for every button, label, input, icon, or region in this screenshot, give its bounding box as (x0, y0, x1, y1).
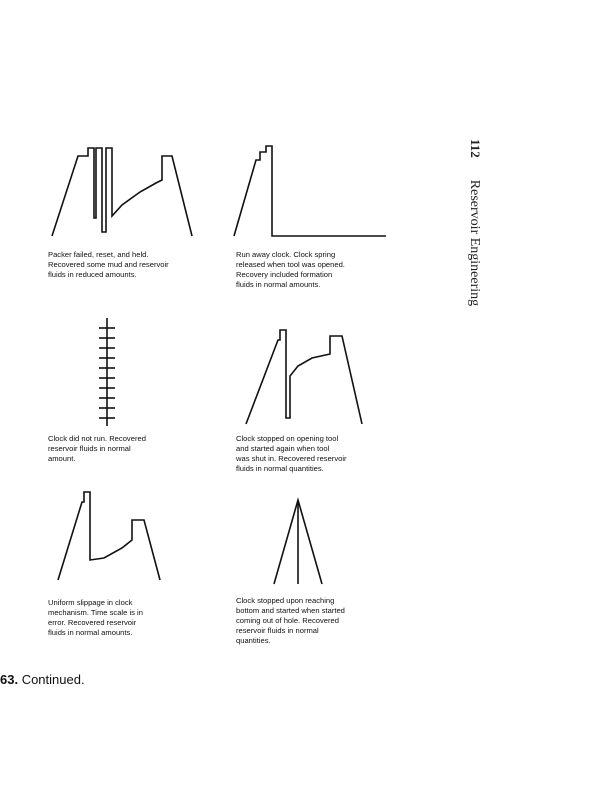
figure-number: 63. (0, 672, 19, 687)
caption-clock-did-not-run: Clock did not run. Recovered reservoir fluids in normal amount. (48, 434, 146, 463)
figure-caption-text: Continued. (18, 672, 85, 687)
caption-packer-failed: Packer failed, reset, and held. Recovered some mud and reservoir fluids in reduced amounts. (48, 250, 169, 279)
page-number: 112 (468, 139, 483, 158)
chart-clock-stopped-opening (246, 330, 362, 424)
chart-uniform-slippage (58, 492, 160, 580)
figure-caption (0, 672, 85, 687)
chart-clock-did-not-run (99, 318, 115, 426)
caption-clock-stopped-opening: Clock stopped on opening tool and started again when tool was shut in. Recovered reservoir fluids in normal quantities. (236, 434, 347, 473)
running-title: Reservoir Engineering (467, 179, 482, 307)
caption-clock-stopped-bottom: Clock stopped upon reaching bottom and started when started coming out of hole. Recovered reservoir fluids in normal quantities. (236, 596, 345, 645)
chart-packer-failed (52, 148, 192, 236)
chart-run-away-clock (234, 146, 386, 236)
chart-clock-stopped-bottom (274, 500, 322, 584)
running-header (467, 139, 502, 359)
caption-uniform-slippage: Uniform slippage in clock mechanism. Time scale is in error. Recovered reservoir fluids in normal amounts. (48, 598, 143, 637)
caption-run-away-clock: Run away clock. Clock spring released when tool was opened. Recovery included formation fluids in normal amounts. (236, 250, 345, 289)
